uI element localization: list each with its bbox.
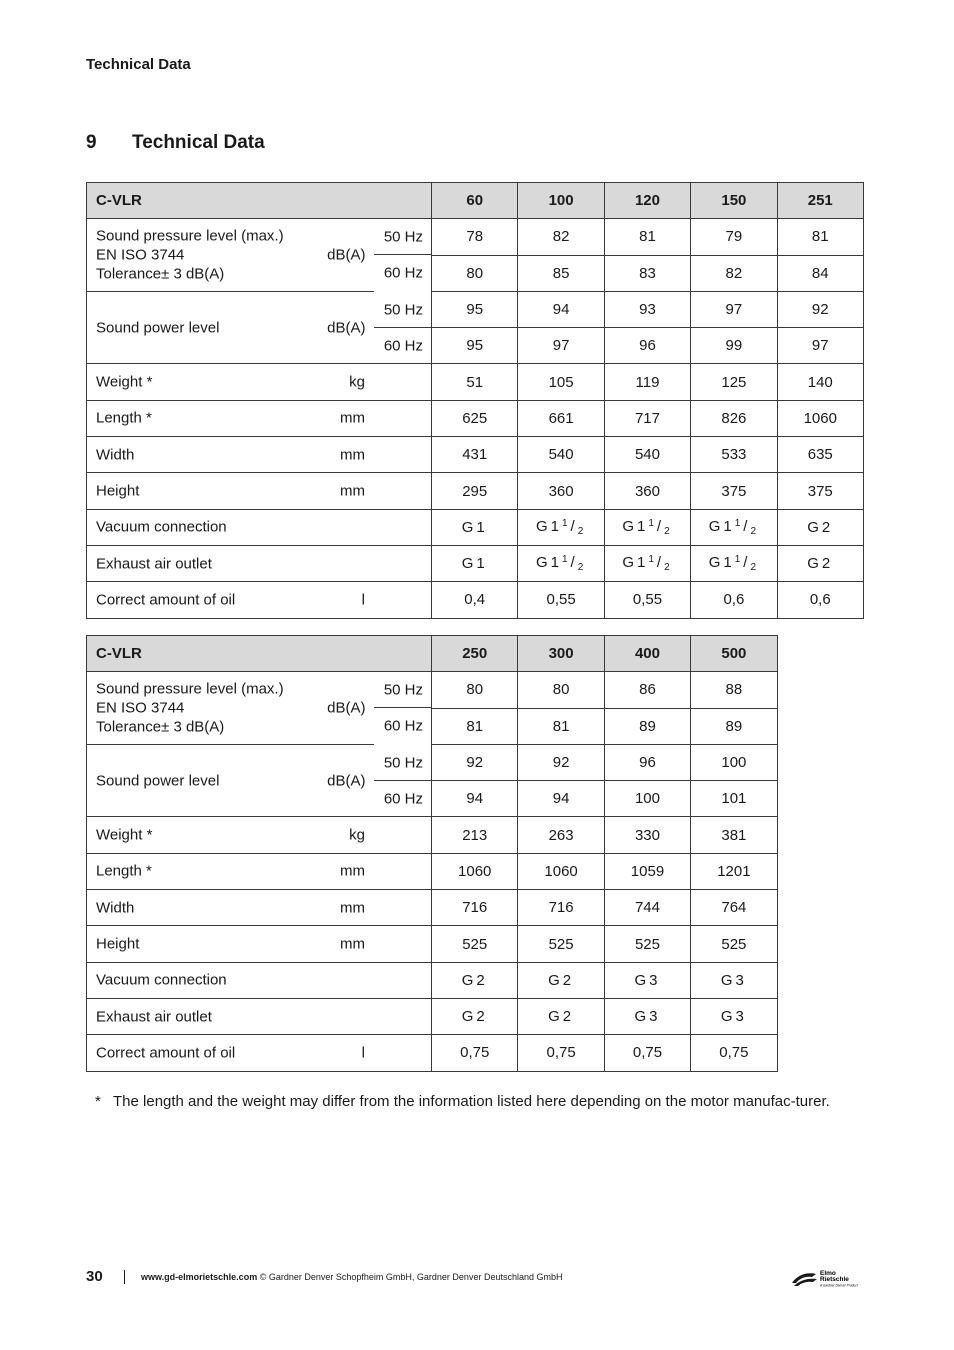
width-unit: mm xyxy=(340,899,366,917)
vacuum-value: G1 xyxy=(432,509,518,545)
section-title: Technical Data xyxy=(132,132,265,153)
footnote-text: The length and the weight may differ from the information listed here depending on the motor manufac-turer. xyxy=(113,1093,830,1110)
sound-pressure-60hz-value: 80 xyxy=(432,255,518,291)
oil-value: 0,75 xyxy=(518,1035,604,1071)
weight-label-cell xyxy=(87,817,432,853)
width-label-cell xyxy=(87,890,432,926)
table-row xyxy=(87,509,864,545)
page-number: 30 xyxy=(86,1268,103,1285)
vacuum-label-cell xyxy=(87,962,432,998)
exhaust-value: G2 xyxy=(518,998,604,1034)
vacuum-value: G3 xyxy=(604,962,690,998)
sound-power-50hz-value: 93 xyxy=(604,291,690,327)
length-value: 625 xyxy=(432,400,518,436)
model-size-header: 120 xyxy=(604,183,690,219)
sound-pressure-60hz-value: 82 xyxy=(691,255,777,291)
vacuum-value: G3 xyxy=(691,962,777,998)
sound-pressure-label xyxy=(96,680,284,737)
table-row xyxy=(87,473,864,509)
frequency-50hz-label: 50 Hz xyxy=(383,301,424,319)
sound-pressure-60hz-value: 84 xyxy=(777,255,863,291)
width-value: 540 xyxy=(604,437,690,473)
height-unit: mm xyxy=(340,482,366,500)
sound-power-unit: dB(A) xyxy=(327,319,366,337)
page-footer xyxy=(86,1268,562,1285)
frequency-50hz-cell xyxy=(374,219,432,255)
height-label-cell xyxy=(87,473,432,509)
height-label: Height xyxy=(96,935,140,953)
frequency-50hz-cell xyxy=(374,744,432,780)
sound-power-60hz-value: 97 xyxy=(777,328,863,364)
table-row xyxy=(87,1035,778,1071)
sound-pressure-60hz-value: 81 xyxy=(432,708,518,744)
sound-power-60hz-value: 97 xyxy=(518,328,604,364)
exhaust-value: G2 xyxy=(777,545,863,581)
weight-label: Weight * xyxy=(96,826,153,844)
sound-pressure-label-cell xyxy=(87,219,374,292)
weight-label-cell xyxy=(87,364,432,400)
weight-value: 140 xyxy=(777,364,863,400)
running-head: Technical Data xyxy=(86,56,191,73)
sound-power-label-cell xyxy=(87,744,374,817)
frequency-50hz-label: 50 Hz xyxy=(383,228,424,246)
footer-copyright: © Gardner Denver Schopfheim GmbH, Gardner Denver Deutschland GmbH xyxy=(259,1271,563,1282)
sound-pressure-label-line: Sound pressure level (max.) xyxy=(96,680,284,698)
table-row xyxy=(87,545,864,581)
model-header: C-VLR xyxy=(87,183,432,219)
sound-pressure-60hz-value: 85 xyxy=(518,255,604,291)
table-row xyxy=(87,926,778,962)
exhaust-value: G3 xyxy=(691,998,777,1034)
frequency-60hz-label: 60 Hz xyxy=(383,717,424,735)
fraction-value: $G1^1/_2$ xyxy=(535,554,587,574)
footnote xyxy=(95,1092,865,1111)
height-value: 375 xyxy=(777,473,863,509)
width-unit: mm xyxy=(340,446,366,464)
table-header-row xyxy=(87,183,864,219)
length-value: 1201 xyxy=(691,853,777,889)
frequency-60hz-label: 60 Hz xyxy=(383,790,424,808)
sound-power-60hz-value: 100 xyxy=(604,781,690,817)
fraction-value: $G1^1/_2$ xyxy=(708,554,760,574)
length-value: 1060 xyxy=(432,853,518,889)
vacuum-value xyxy=(604,509,690,545)
height-unit: mm xyxy=(340,935,366,953)
table-row xyxy=(87,437,864,473)
width-value: 635 xyxy=(777,437,863,473)
sound-pressure-50hz-value: 88 xyxy=(691,672,777,708)
fraction-value: $G1^1/_2$ xyxy=(708,517,760,537)
sound-pressure-unit: dB(A) xyxy=(327,246,366,264)
table-row xyxy=(87,672,778,708)
height-value: 525 xyxy=(518,926,604,962)
frequency-60hz-label: 60 Hz xyxy=(383,337,424,355)
sound-pressure-label-line: EN ISO 3744 xyxy=(96,246,185,264)
technical-data-table-1 xyxy=(86,182,864,619)
length-value: 826 xyxy=(691,400,777,436)
elmo-rietschle-logo xyxy=(790,1268,866,1288)
sound-power-60hz-value: 94 xyxy=(518,781,604,817)
length-label: Length * xyxy=(96,409,152,427)
width-value: 431 xyxy=(432,437,518,473)
logo-line1: Elmo xyxy=(820,1270,836,1277)
sound-pressure-50hz-value: 82 xyxy=(518,219,604,255)
sound-power-label-cell xyxy=(87,291,374,364)
length-label-cell xyxy=(87,853,432,889)
sound-pressure-50hz-value: 78 xyxy=(432,219,518,255)
sound-pressure-50hz-value: 80 xyxy=(432,672,518,708)
frequency-divider xyxy=(374,707,432,708)
height-label: Height xyxy=(96,482,140,500)
vacuum-label: Vacuum connection xyxy=(96,518,227,536)
weight-value: 105 xyxy=(518,364,604,400)
vacuum-value xyxy=(691,509,777,545)
height-value: 295 xyxy=(432,473,518,509)
table-header-row xyxy=(87,636,778,672)
table-row xyxy=(87,744,778,780)
oil-label: Correct amount of oil xyxy=(96,1044,236,1062)
sound-pressure-label-line: Tolerance± 3 dB(A) xyxy=(96,718,225,736)
height-label-cell xyxy=(87,926,432,962)
weight-value: 51 xyxy=(432,364,518,400)
oil-value: 0,75 xyxy=(432,1035,518,1071)
model-size-header: 251 xyxy=(777,183,863,219)
sound-pressure-label-line: EN ISO 3744 xyxy=(96,699,185,717)
width-value: 744 xyxy=(604,890,690,926)
technical-data-table-2 xyxy=(86,635,778,1072)
weight-value: 125 xyxy=(691,364,777,400)
exhaust-value: G3 xyxy=(604,998,690,1034)
oil-label: Correct amount of oil xyxy=(96,591,236,609)
width-value: 764 xyxy=(691,890,777,926)
vacuum-value: G2 xyxy=(518,962,604,998)
logo-tagline: A Gardner Denver Product xyxy=(820,1283,858,1288)
sound-power-50hz-value: 97 xyxy=(691,291,777,327)
weight-label: Weight * xyxy=(96,373,153,391)
footer-website-link[interactable]: www.gd-elmorietschle.com xyxy=(141,1271,258,1282)
frequency-50hz-cell xyxy=(374,291,432,327)
oil-value: 0,55 xyxy=(518,582,604,618)
frequency-60hz-cell xyxy=(374,328,432,364)
length-unit: mm xyxy=(340,862,366,880)
sound-power-60hz-value: 96 xyxy=(604,328,690,364)
sound-power-50hz-value: 100 xyxy=(691,744,777,780)
width-value: 716 xyxy=(432,890,518,926)
height-value: 360 xyxy=(518,473,604,509)
sound-pressure-label-line: Sound pressure level (max.) xyxy=(96,227,284,245)
exhaust-value xyxy=(691,545,777,581)
exhaust-value xyxy=(518,545,604,581)
height-value: 525 xyxy=(691,926,777,962)
frequency-50hz-label: 50 Hz xyxy=(383,754,424,772)
weight-value: 381 xyxy=(691,817,777,853)
table-row xyxy=(87,817,778,853)
frequency-divider xyxy=(374,780,432,781)
model-size-header: 400 xyxy=(604,636,690,672)
length-value: 1059 xyxy=(604,853,690,889)
table-row xyxy=(87,364,864,400)
oil-label-cell xyxy=(87,582,432,618)
table-row xyxy=(87,219,864,255)
sound-power-60hz-value: 94 xyxy=(432,781,518,817)
length-unit: mm xyxy=(340,409,366,427)
weight-value: 330 xyxy=(604,817,690,853)
exhaust-value xyxy=(604,545,690,581)
height-value: 525 xyxy=(432,926,518,962)
sound-pressure-50hz-value: 81 xyxy=(777,219,863,255)
width-label-cell xyxy=(87,437,432,473)
model-size-header: 100 xyxy=(518,183,604,219)
model-size-header: 250 xyxy=(432,636,518,672)
sound-power-label: Sound power level xyxy=(96,772,220,790)
sound-power-unit: dB(A) xyxy=(327,772,366,790)
sound-power-50hz-value: 92 xyxy=(777,291,863,327)
length-value: 1060 xyxy=(777,400,863,436)
model-header: C-VLR xyxy=(87,636,432,672)
frequency-divider xyxy=(374,254,432,255)
height-value: 360 xyxy=(604,473,690,509)
width-label: Width xyxy=(96,899,135,917)
width-label: Width xyxy=(96,446,135,464)
table-row xyxy=(87,890,778,926)
oil-value: 0,55 xyxy=(604,582,690,618)
sound-pressure-50hz-value: 81 xyxy=(604,219,690,255)
sound-pressure-60hz-value: 81 xyxy=(518,708,604,744)
sound-pressure-50hz-value: 86 xyxy=(604,672,690,708)
weight-value: 119 xyxy=(604,364,690,400)
oil-value: 0,4 xyxy=(432,582,518,618)
sound-pressure-60hz-value: 89 xyxy=(604,708,690,744)
model-size-header: 300 xyxy=(518,636,604,672)
model-size-header: 500 xyxy=(691,636,777,672)
length-value: 661 xyxy=(518,400,604,436)
sound-pressure-label-cell xyxy=(87,672,374,745)
table-row xyxy=(87,962,778,998)
exhaust-value: G2 xyxy=(432,998,518,1034)
oil-value: 0,75 xyxy=(604,1035,690,1071)
weight-unit: kg xyxy=(349,826,366,844)
sound-power-50hz-value: 92 xyxy=(518,744,604,780)
vacuum-label-cell xyxy=(87,509,432,545)
model-size-header: 150 xyxy=(691,183,777,219)
fraction-value: $G1^1/_2$ xyxy=(622,554,673,574)
table-row xyxy=(87,400,864,436)
frequency-50hz-cell xyxy=(374,672,432,708)
sound-pressure-unit: dB(A) xyxy=(327,699,366,717)
weight-value: 263 xyxy=(518,817,604,853)
frequency-divider xyxy=(374,327,432,328)
sound-power-50hz-value: 94 xyxy=(518,291,604,327)
fraction-value: $G1^1/_2$ xyxy=(535,517,587,537)
sound-pressure-50hz-value: 80 xyxy=(518,672,604,708)
section-number: 9 xyxy=(86,132,97,153)
exhaust-label: Exhaust air outlet xyxy=(96,555,212,573)
oil-value: 0,6 xyxy=(777,582,863,618)
frequency-60hz-cell xyxy=(374,781,432,817)
sound-power-label: Sound power level xyxy=(96,319,220,337)
frequency-50hz-label: 50 Hz xyxy=(383,681,424,699)
oil-value: 0,6 xyxy=(691,582,777,618)
sound-power-60hz-value: 101 xyxy=(691,781,777,817)
width-value: 540 xyxy=(518,437,604,473)
model-size-header: 60 xyxy=(432,183,518,219)
table-row xyxy=(87,853,778,889)
sound-pressure-50hz-value: 79 xyxy=(691,219,777,255)
exhaust-label: Exhaust air outlet xyxy=(96,1008,212,1026)
sound-pressure-60hz-value: 89 xyxy=(691,708,777,744)
height-value: 375 xyxy=(691,473,777,509)
table-row xyxy=(87,998,778,1034)
vacuum-label: Vacuum connection xyxy=(96,971,227,989)
length-value: 717 xyxy=(604,400,690,436)
width-value: 716 xyxy=(518,890,604,926)
sound-pressure-label xyxy=(96,227,284,284)
footer-separator xyxy=(124,1270,125,1284)
sound-power-60hz-value: 95 xyxy=(432,328,518,364)
exhaust-label-cell xyxy=(87,998,432,1034)
sound-power-50hz-value: 95 xyxy=(432,291,518,327)
sound-pressure-60hz-value: 83 xyxy=(604,255,690,291)
frequency-60hz-cell xyxy=(374,255,432,291)
vacuum-value: G2 xyxy=(432,962,518,998)
exhaust-label-cell xyxy=(87,545,432,581)
table-row xyxy=(87,291,864,327)
oil-value: 0,75 xyxy=(691,1035,777,1071)
sound-power-60hz-value: 99 xyxy=(691,328,777,364)
oil-unit: l xyxy=(361,591,366,609)
footnote-marker: * xyxy=(95,1093,101,1110)
exhaust-value: G1 xyxy=(432,545,518,581)
fraction-value: $G1^1/_2$ xyxy=(622,517,673,537)
oil-label-cell xyxy=(87,1035,432,1071)
sound-power-50hz-value: 96 xyxy=(604,744,690,780)
frequency-60hz-cell xyxy=(374,708,432,744)
sound-power-50hz-value: 92 xyxy=(432,744,518,780)
weight-value: 213 xyxy=(432,817,518,853)
height-value: 525 xyxy=(604,926,690,962)
sound-pressure-label-line: Tolerance± 3 dB(A) xyxy=(96,265,225,283)
width-value: 533 xyxy=(691,437,777,473)
length-label: Length * xyxy=(96,862,152,880)
table-row xyxy=(87,582,864,618)
logo-line2: Rietschle xyxy=(820,1276,849,1283)
vacuum-value xyxy=(518,509,604,545)
section-heading xyxy=(86,132,265,154)
length-label-cell xyxy=(87,400,432,436)
vacuum-value: G2 xyxy=(777,509,863,545)
length-value: 1060 xyxy=(518,853,604,889)
frequency-60hz-label: 60 Hz xyxy=(383,264,424,282)
weight-unit: kg xyxy=(349,373,366,391)
oil-unit: l xyxy=(361,1044,366,1062)
